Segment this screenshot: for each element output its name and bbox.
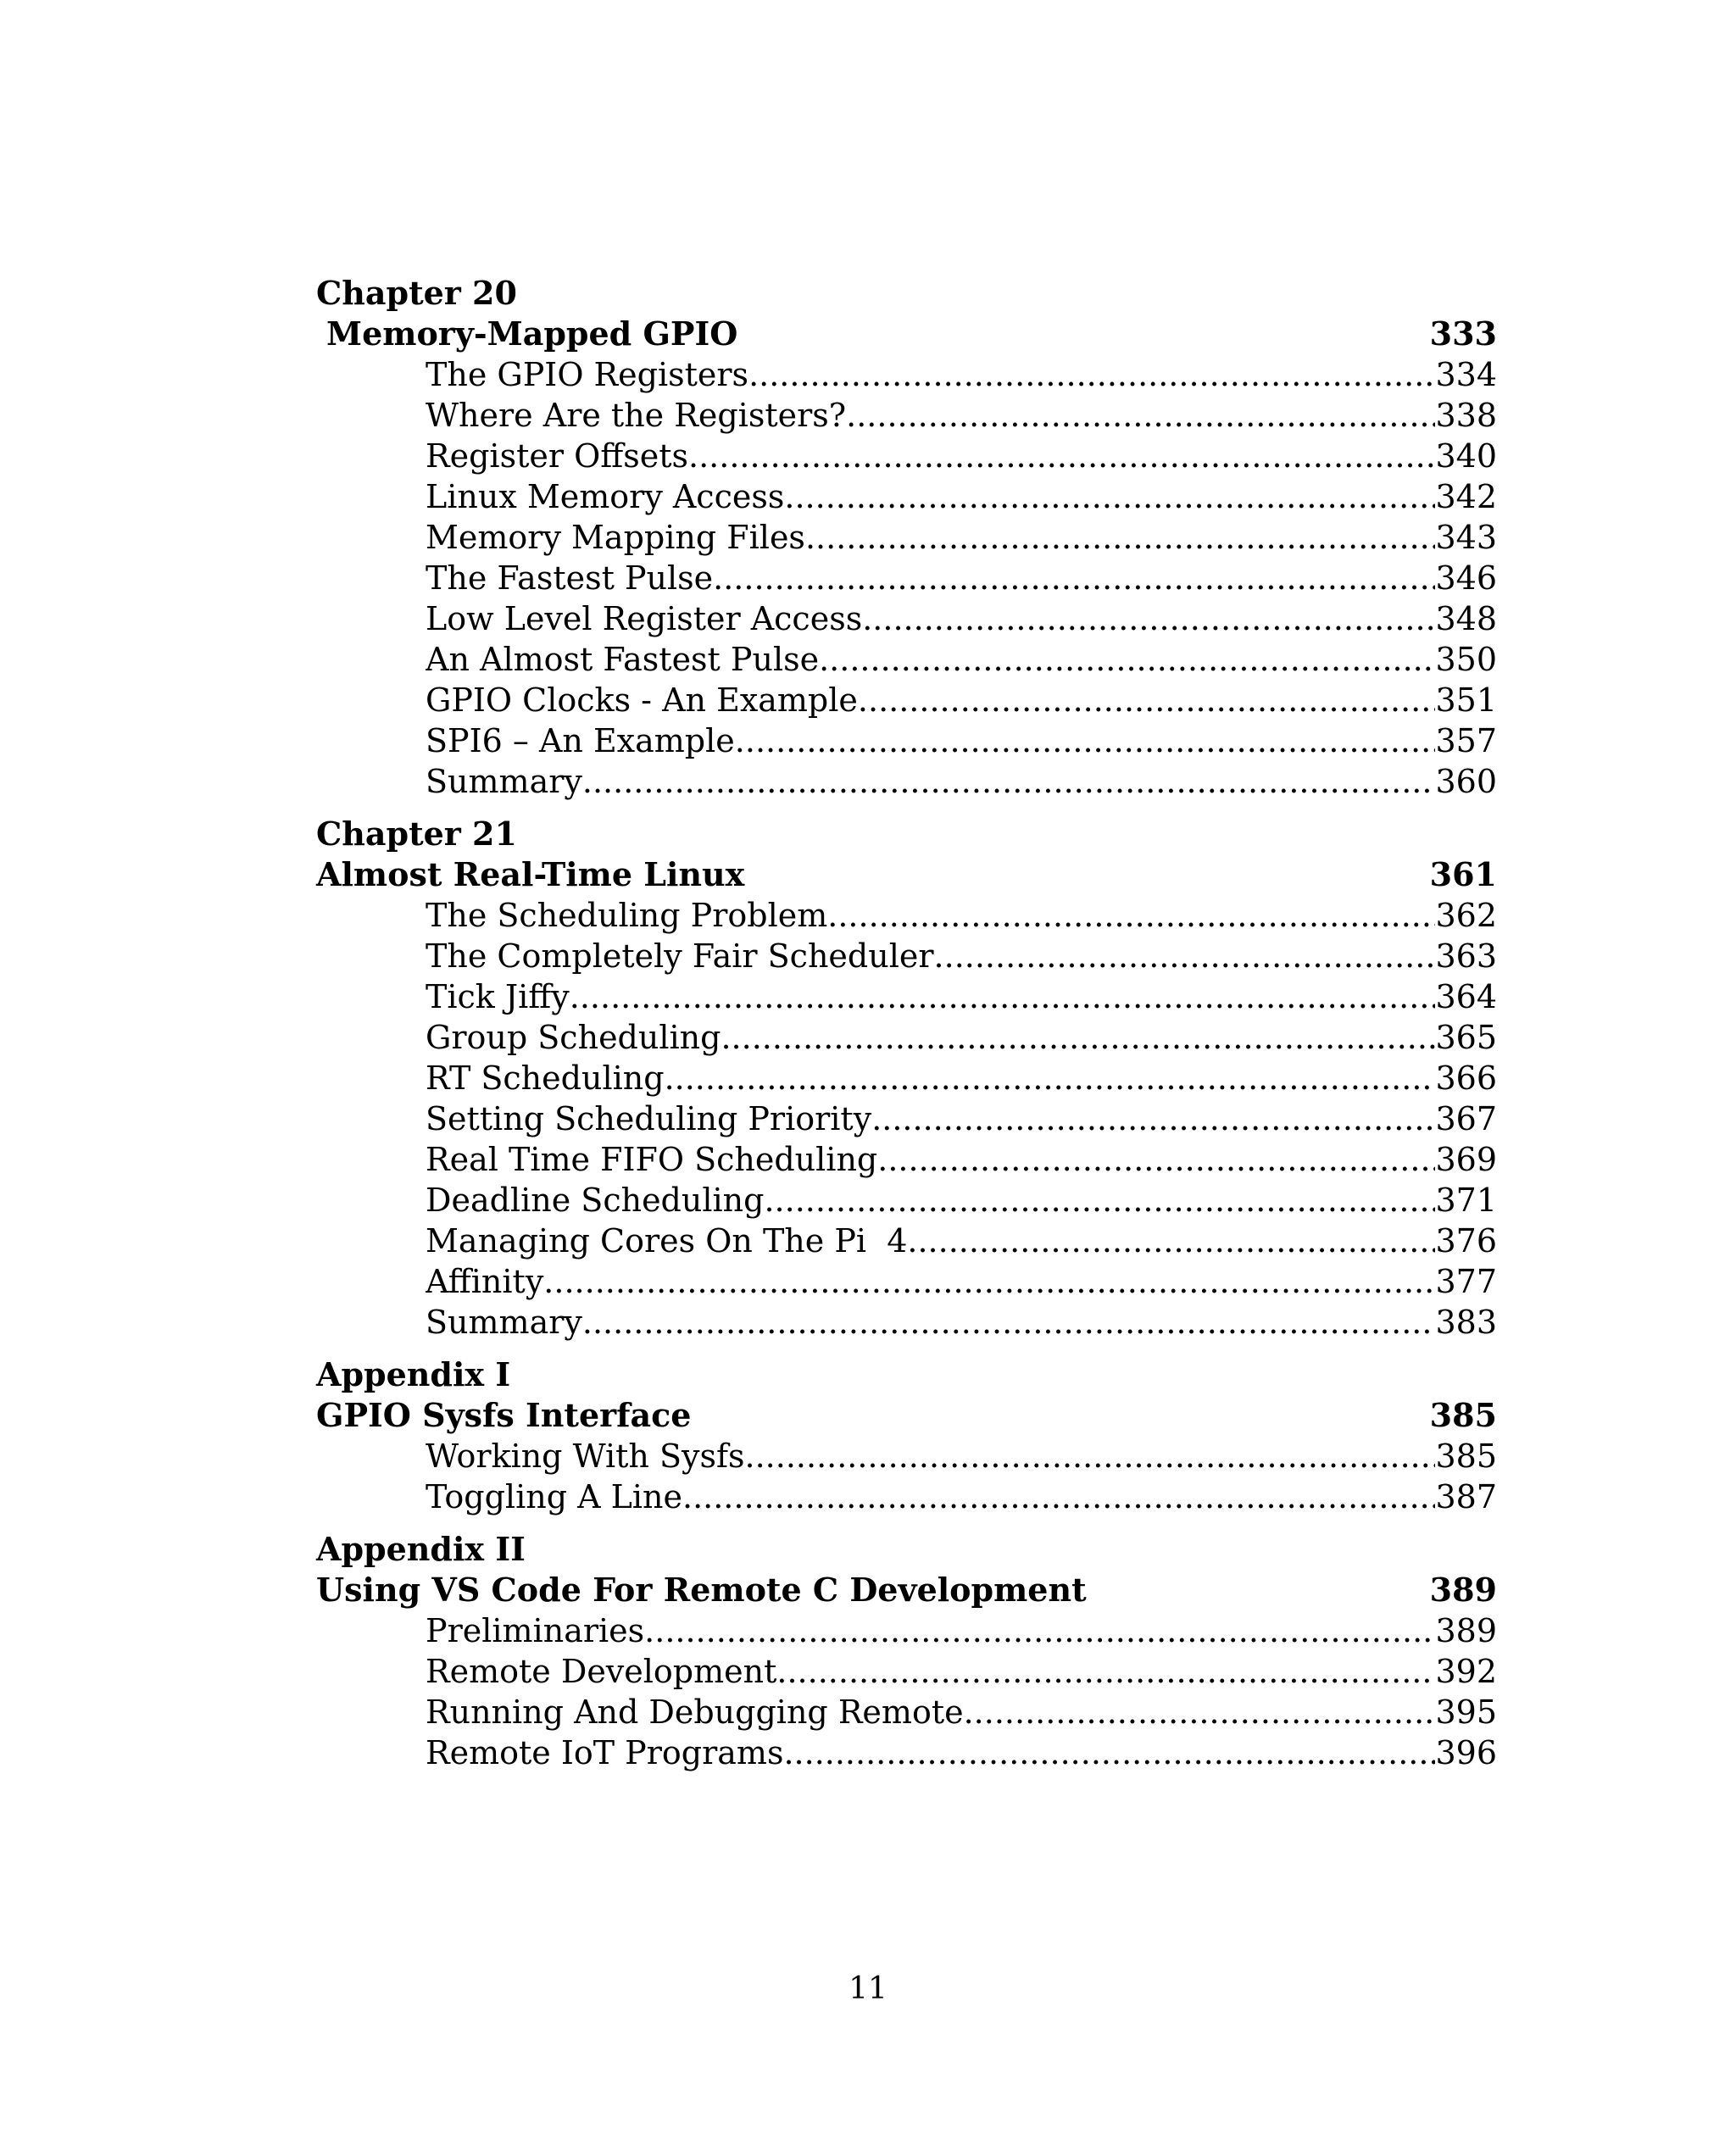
dot-leader	[582, 761, 1436, 802]
page-number: 11	[849, 1971, 887, 2006]
dot-leader	[827, 895, 1435, 936]
toc-entry	[426, 1692, 1497, 1732]
appendix-title: Using VS Code For Remote C Development	[316, 1571, 1087, 1609]
toc-entry-page: 365	[1435, 1019, 1497, 1056]
toc-entry	[426, 436, 1497, 476]
dot-leader	[964, 1692, 1436, 1732]
toc-entry-page: 369	[1435, 1141, 1497, 1178]
dot-leader	[934, 936, 1436, 976]
toc-entry	[426, 936, 1497, 976]
toc-entry-title: Summary	[426, 1304, 582, 1341]
toc-entry-title: Toggling A Line	[426, 1478, 682, 1515]
toc-entry-page: 367	[1435, 1100, 1497, 1137]
dot-leader	[644, 1610, 1435, 1651]
dot-leader	[748, 354, 1435, 395]
toc-entry	[426, 517, 1497, 558]
toc-entry-title: Low Level Register Access	[426, 600, 863, 637]
toc-entry-title: Setting Scheduling Priority	[426, 1100, 872, 1137]
toc-entry-title: Linux Memory Access	[426, 478, 785, 515]
toc-entry-title: The GPIO Registers	[426, 356, 749, 393]
appendix-page-number: 385	[1429, 1396, 1497, 1434]
dot-leader	[570, 976, 1436, 1017]
toc-entry-page: 387	[1435, 1478, 1497, 1515]
appendix-title: GPIO Sysfs Interface	[316, 1396, 692, 1434]
toc-entry-title: Remote Development	[426, 1653, 777, 1690]
toc-entry	[426, 1139, 1497, 1180]
appendix-page-number: 389	[1429, 1571, 1497, 1609]
toc-entry	[426, 761, 1497, 802]
toc-entry	[426, 1302, 1497, 1343]
appendix-label: Appendix I	[316, 1355, 511, 1393]
toc-entry-title: Summary	[426, 763, 582, 800]
dot-leader	[682, 1476, 1435, 1517]
dot-leader	[721, 1017, 1435, 1058]
toc-entry-page: 371	[1435, 1182, 1497, 1219]
toc-entry-title: Working With Sysfs	[426, 1438, 745, 1475]
toc-entry-title: SPI6 – An Example	[426, 722, 735, 759]
toc-entry	[426, 558, 1497, 598]
appendix-title-row	[316, 1570, 1497, 1610]
dot-leader	[735, 720, 1436, 761]
toc-entry-title: Affinity	[426, 1263, 544, 1300]
dot-leader	[819, 639, 1435, 680]
toc-entry-title: The Fastest Pulse	[426, 559, 714, 597]
dot-leader	[764, 1180, 1435, 1221]
toc-entry	[426, 354, 1497, 395]
toc-entry-title: Group Scheduling	[426, 1019, 721, 1056]
toc-section-appendix-1	[316, 1354, 1497, 1517]
toc-entry	[426, 1651, 1497, 1692]
toc-entry-title: Register Offsets	[426, 437, 688, 475]
toc-entry-page: 362	[1435, 897, 1497, 934]
toc-entry	[426, 1017, 1497, 1058]
toc-entry	[426, 395, 1497, 436]
dot-leader	[543, 1261, 1435, 1302]
dot-leader	[846, 395, 1435, 436]
dot-leader	[877, 1139, 1435, 1180]
appendix-label: Appendix II	[316, 1530, 526, 1568]
dot-leader	[665, 1058, 1436, 1098]
toc-entry-page: 392	[1435, 1653, 1497, 1690]
dot-leader	[713, 558, 1435, 598]
toc-entry	[426, 1732, 1497, 1773]
dot-leader	[745, 1436, 1436, 1476]
toc-entry-page: 376	[1435, 1222, 1497, 1260]
toc-entry	[426, 1436, 1497, 1476]
toc-entry-page: 366	[1435, 1059, 1497, 1097]
dot-leader	[805, 517, 1436, 558]
toc-entry-page: 377	[1435, 1263, 1497, 1300]
toc-entry-page: 364	[1435, 978, 1497, 1015]
toc-entry-page: 389	[1435, 1612, 1497, 1649]
toc-entry	[426, 1058, 1497, 1098]
toc-entry-page: 395	[1435, 1693, 1497, 1731]
toc-entry-page: 350	[1435, 641, 1497, 678]
toc-section-chapter-21	[316, 814, 1497, 1343]
toc-entry-page: 334	[1435, 356, 1497, 393]
toc-entry-title: Deadline Scheduling	[426, 1182, 765, 1219]
appendix-title-row	[316, 1395, 1497, 1436]
toc-entry-title: GPIO Clocks - An Example	[426, 681, 858, 719]
dot-leader	[862, 598, 1435, 639]
dot-leader	[783, 1732, 1435, 1773]
chapter-label: Chapter 20	[316, 274, 517, 312]
toc-entry	[426, 895, 1497, 936]
toc-entry	[426, 1610, 1497, 1651]
chapter-label: Chapter 21	[316, 815, 517, 853]
toc-entry-title: Real Time FIFO Scheduling	[426, 1141, 878, 1178]
dot-leader	[582, 1302, 1436, 1343]
toc-entry-title: An Almost Fastest Pulse	[426, 641, 820, 678]
toc-entry-page: 348	[1435, 600, 1497, 637]
toc-entry-title: Where Are the Registers?	[426, 397, 847, 434]
toc-entry-title: Managing Cores On The Pi 4	[426, 1222, 908, 1260]
dot-leader	[907, 1221, 1435, 1261]
toc-section-chapter-20	[316, 273, 1497, 802]
toc-entry	[426, 680, 1497, 720]
dot-leader	[858, 680, 1436, 720]
toc-entry	[426, 476, 1497, 517]
chapter-title-row	[316, 314, 1497, 354]
toc-entry-title: RT Scheduling	[426, 1059, 665, 1097]
dot-leader	[776, 1651, 1435, 1692]
chapter-title: Almost Real-Time Linux	[316, 855, 745, 893]
toc-entry-page: 342	[1435, 478, 1497, 515]
dot-leader	[784, 476, 1435, 517]
toc-entry-title: Remote IoT Programs	[426, 1734, 784, 1771]
chapter-page-number: 333	[1429, 314, 1497, 353]
toc-entry	[426, 598, 1497, 639]
table-of-contents	[316, 273, 1497, 1773]
toc-entry	[426, 1261, 1497, 1302]
toc-entry-page: 360	[1435, 763, 1497, 800]
toc-entry-page: 396	[1435, 1734, 1497, 1771]
toc-entry-title: Memory Mapping Files	[426, 519, 805, 556]
toc-entry-page: 351	[1435, 681, 1497, 719]
toc-entry-title: The Completely Fair Scheduler	[426, 937, 934, 975]
chapter-title: Memory-Mapped GPIO	[326, 314, 738, 353]
toc-entry-title: Preliminaries	[426, 1612, 645, 1649]
toc-entry-page: 383	[1435, 1304, 1497, 1341]
chapter-page-number: 361	[1429, 855, 1497, 893]
toc-entry	[426, 720, 1497, 761]
toc-entry-title: Tick Jiffy	[426, 978, 570, 1015]
toc-entry-title: The Scheduling Problem	[426, 897, 828, 934]
toc-entry-page: 385	[1435, 1438, 1497, 1475]
toc-entry-page: 357	[1435, 722, 1497, 759]
toc-entry	[426, 639, 1497, 680]
toc-entry-page: 338	[1435, 397, 1497, 434]
toc-entry-page: 346	[1435, 559, 1497, 597]
toc-entry	[426, 1221, 1497, 1261]
toc-entry	[426, 976, 1497, 1017]
toc-entry	[426, 1476, 1497, 1517]
toc-entry-page: 340	[1435, 437, 1497, 475]
toc-entry	[426, 1180, 1497, 1221]
toc-section-appendix-2	[316, 1529, 1497, 1773]
dot-leader	[871, 1098, 1435, 1139]
toc-entry-page: 363	[1435, 937, 1497, 975]
toc-entry-page: 343	[1435, 519, 1497, 556]
toc-entry-title: Running And Debugging Remote	[426, 1693, 964, 1731]
chapter-title-row	[316, 854, 1497, 895]
toc-entry	[426, 1098, 1497, 1139]
dot-leader	[688, 436, 1435, 476]
